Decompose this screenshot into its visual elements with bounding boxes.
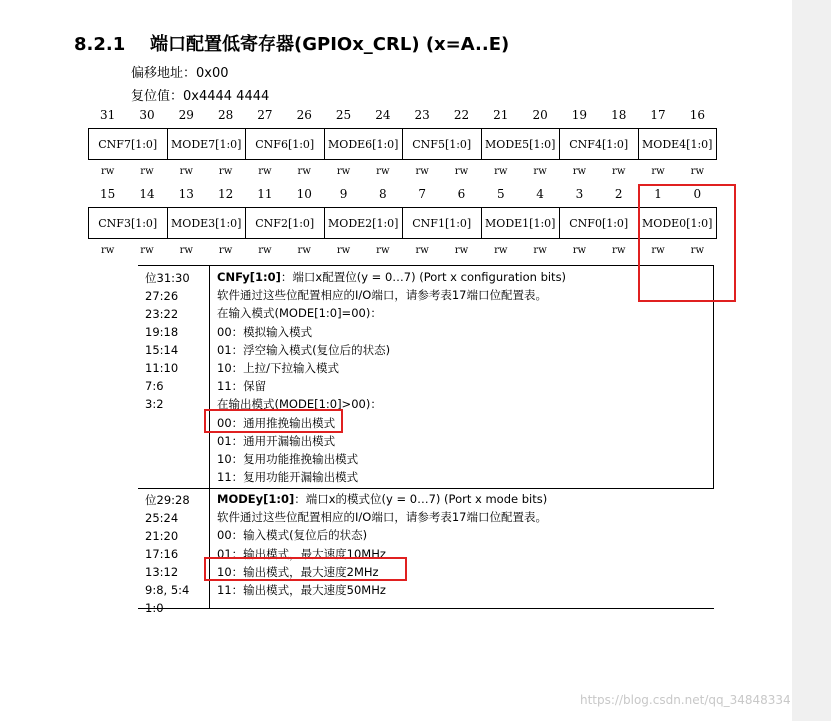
- bit-number: 28: [217, 108, 234, 122]
- watermark: https://blog.csdn.net/qq_34848334: [580, 693, 791, 707]
- bit-number: 27: [257, 108, 273, 122]
- access-label: rw: [415, 166, 429, 177]
- access-label: rw: [454, 166, 469, 177]
- offset-address: 偏移地址：0x00: [131, 66, 229, 81]
- bit-number: 7: [418, 187, 426, 201]
- access-label: rw: [651, 166, 665, 177]
- access-label: rw: [297, 245, 311, 256]
- access-label: rw: [533, 245, 547, 256]
- bit-number: 29: [178, 108, 194, 122]
- row-divider: [138, 488, 714, 489]
- bit-number: 31: [100, 108, 116, 122]
- access-label: rw: [100, 166, 115, 177]
- access-label: rw: [376, 245, 390, 256]
- cnf-field-title: CNFy[1:0]：端口x配置位(y = 0…7) (Port x configuration bits): [217, 270, 567, 284]
- access-label: rw: [297, 166, 311, 177]
- bit-number: 12: [217, 187, 234, 201]
- field-mode6: MODE6[1:0]: [325, 129, 404, 159]
- bit-number: 10: [296, 187, 312, 201]
- bit-number: 18: [611, 108, 627, 122]
- field-cnf3: CNF3[1:0]: [89, 208, 168, 238]
- access-label: rw: [494, 166, 508, 177]
- access-label: rw: [258, 245, 272, 256]
- bit-numbers-low: [88, 187, 717, 205]
- bit-number: 5: [496, 187, 505, 201]
- access-label: rw: [572, 245, 587, 256]
- bit-number: 13: [178, 187, 194, 201]
- access-label: rw: [415, 245, 429, 256]
- mode0-highlight-box: [638, 184, 736, 302]
- output-2mhz-highlight-box: [204, 557, 407, 581]
- mode-field-title: MODEy[1:0]：端口x的模式位(y = 0…7) (Port x mode bits): [217, 492, 548, 506]
- bit-number: 1: [654, 187, 662, 201]
- bit-number: 16: [689, 108, 705, 122]
- access-label: rw: [690, 245, 705, 256]
- reset-value: 复位值：0x4444 4444: [131, 89, 270, 104]
- field-cnf7: CNF7[1:0]: [89, 129, 168, 159]
- register-fields-high: [88, 128, 717, 160]
- bit-number: 17: [650, 108, 666, 122]
- access-label: rw: [218, 245, 233, 256]
- section-heading: [74, 30, 509, 56]
- bit-number: 11: [257, 187, 273, 201]
- bit-number: 0: [693, 187, 702, 201]
- access-label: rw: [140, 245, 154, 256]
- bit-number: 20: [532, 108, 548, 122]
- access-label: rw: [454, 245, 469, 256]
- field-cnf2: CNF2[1:0]: [246, 208, 325, 238]
- bit-number: 25: [335, 108, 352, 122]
- field-mode0: MODE0[1:0]: [642, 216, 713, 230]
- scrollbar[interactable]: [792, 0, 831, 721]
- access-label: rw: [533, 166, 547, 177]
- access-label: rw: [612, 166, 626, 177]
- field-cnf1: CNF1[1:0]: [403, 208, 482, 238]
- mode-bit-positions: 位29:28 25:24 21:20 17:16 13:12 9:8, 5:4 1:0: [145, 493, 190, 615]
- access-label: rw: [376, 166, 390, 177]
- access-label: rw: [100, 245, 115, 256]
- access-label: rw: [140, 166, 154, 177]
- access-row-high: [88, 166, 717, 180]
- bit-number: 19: [571, 108, 588, 122]
- bit-number: 6: [457, 187, 466, 201]
- access-row-low: [88, 245, 717, 259]
- section-number: 8.2.1: [74, 34, 126, 55]
- field-mode1: MODE1[1:0]: [482, 208, 561, 238]
- cnf-line-push-pull: 00：通用推挽输出模式: [217, 415, 336, 430]
- field-mode5: MODE5[1:0]: [482, 129, 561, 159]
- bit-number: 30: [139, 108, 155, 122]
- field-cnf0: CNF0[1:0]: [560, 208, 639, 238]
- mode-line-2mhz: 10：输出模式，最大速度2MHz: [217, 564, 379, 579]
- bit-number: 15: [100, 187, 116, 201]
- access-label: rw: [612, 245, 626, 256]
- access-label: rw: [690, 166, 705, 177]
- bit-number: 9: [339, 187, 348, 201]
- access-label: rw: [258, 166, 272, 177]
- access-label: rw: [179, 245, 193, 256]
- field-mode7: MODE7[1:0]: [168, 129, 247, 159]
- access-label: rw: [336, 166, 351, 177]
- access-label: rw: [336, 245, 351, 256]
- field-cnf4: CNF4[1:0]: [560, 129, 639, 159]
- cnf-bit-positions: 位31:30 27:26 23:22 19:18 15:14 11:10 7:6 3:2: [145, 271, 190, 411]
- field-mode4: MODE4[1:0]: [642, 137, 713, 151]
- field-mode2: MODE2[1:0]: [325, 208, 404, 238]
- bit-number: 21: [493, 108, 509, 122]
- bit-number: 24: [375, 108, 391, 122]
- bit-number: 8: [379, 187, 387, 201]
- bit-number: 22: [453, 108, 470, 122]
- access-label: rw: [572, 166, 587, 177]
- bit-number: 23: [414, 108, 430, 122]
- bit-number: 2: [614, 187, 623, 201]
- register-fields-low: [88, 207, 717, 239]
- bit-number: 3: [575, 187, 584, 201]
- access-label: rw: [651, 245, 665, 256]
- bit-numbers-high: [88, 108, 717, 126]
- access-label: rw: [179, 166, 193, 177]
- access-label: rw: [218, 166, 233, 177]
- bit-number: 4: [536, 187, 544, 201]
- push-pull-highlight-box: [204, 409, 343, 433]
- bit-number: 14: [139, 187, 155, 201]
- cnf-description: CNFy[1:0]：端口x配置位(y = 0…7) (Port x configuration bits) 软件通过这些位配置相应的I/O端口，请参考表17端口位配置表。 在输入模式(MODE[1:0]=00)： 00：模拟输入模式 01：浮空输入模式(复位后的状态) 10：上拉/下拉输入模式 11：保留 在输出模式(MODE[1:0]>00)： 00：通用推挽输出模式 01：通用开漏输出模式 10：复用功能推挽输出模式 11：复用功能开漏输出模式: [217, 270, 567, 485]
- bit-number: 26: [296, 108, 312, 122]
- field-mode3: MODE3[1:0]: [168, 208, 247, 238]
- section-title: 端口配置低寄存器(GPIOx_CRL) (x=A..E): [150, 34, 510, 55]
- access-label: rw: [494, 245, 508, 256]
- field-cnf6: CNF6[1:0]: [246, 129, 325, 159]
- field-cnf5: CNF5[1:0]: [403, 129, 482, 159]
- mode-description: MODEy[1:0]：端口x的模式位(y = 0…7) (Port x mode bits) 软件通过这些位配置相应的I/O端口，请参考表17端口位配置表。 00：输入模式(复位后的状态) 01：输出模式，最大速度10MHz 10：输出模式，最大速度2MHz 11：输出模式，最大速度50MHz: [217, 492, 548, 598]
